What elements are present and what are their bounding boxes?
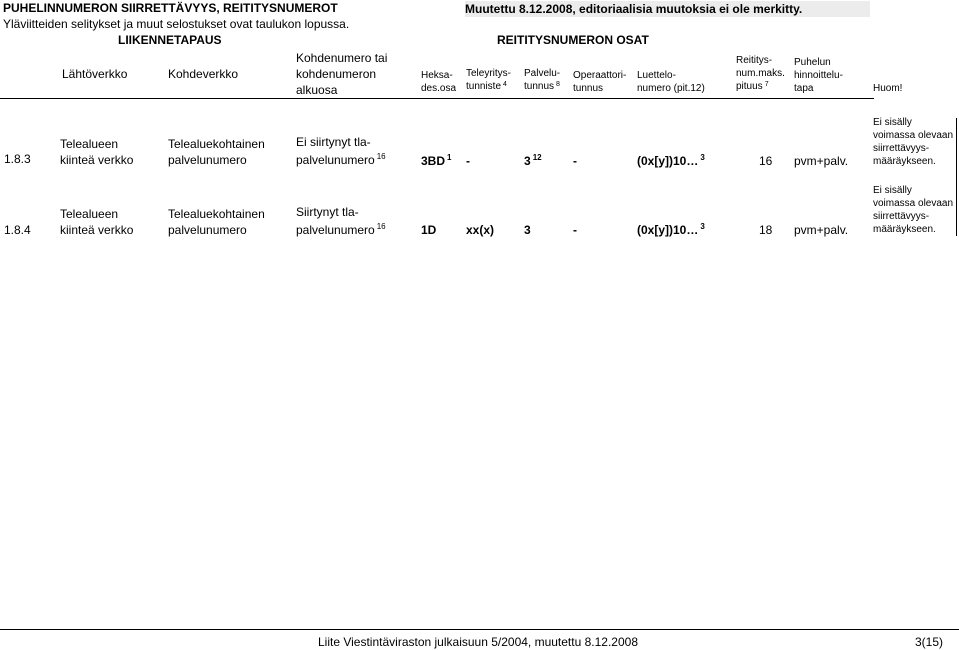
row-luettelo: (0x[y])10… $^3$	[637, 222, 705, 237]
row-lahtoverkko-line2: kiinteä verkko	[60, 223, 134, 237]
col-header-luettelo-line1: Luettelo-	[637, 70, 676, 81]
row-huom-line1: Ei sisälly	[873, 117, 912, 128]
row-heksa: 3BD $^1$	[421, 153, 452, 168]
row-lahtoverkko-line1: Telealueen	[60, 137, 119, 151]
col-header-puhelun-line2: hinnoittelu-	[794, 70, 843, 81]
row-kohdenumero-line2: palvelunumero $^{16}$	[296, 152, 386, 167]
row-kohdenumero-line1: Siirtynyt tla-	[296, 205, 359, 219]
row-kohdeverkko-line1: Telealuekohtainen	[168, 207, 265, 221]
row-huom-line4: määräykseen.	[873, 224, 936, 235]
row-kohdeverkko-line2: palvelunumero	[168, 153, 247, 167]
row-lahtoverkko-line1: Telealueen	[60, 207, 119, 221]
page-number: 3(15)	[915, 635, 944, 649]
group-header-liikennetapaus: LIIKENNETAPAUS	[118, 33, 222, 47]
row-kohdeverkko-line2: palvelunumero	[168, 223, 247, 237]
row-kohdenumero-line1: Ei siirtynyt tla-	[296, 135, 371, 149]
page-title: PUHELINNUMERON SIIRRETTÄVYYS, REITITYSNUMEROT	[3, 1, 338, 15]
col-header-puhelun-line1: Puhelun	[794, 57, 831, 68]
row-pituus: 16	[759, 154, 773, 168]
col-header-reititys-line3: pituus $^7$	[736, 81, 769, 92]
footer-text: Liite Viestintäviraston julkaisuun 5/2004, muutettu 8.12.2008	[318, 635, 638, 649]
row-huom-line4: määräykseen.	[873, 156, 936, 167]
row-huom-line3: siirrettävyys-	[873, 211, 930, 222]
col-header-teleyritys-line1: Teleyritys-	[466, 68, 512, 79]
page-subtitle: Yläviitteiden selitykset ja muut selostukset ovat taulukon lopussa.	[3, 17, 350, 31]
col-header-kohdeverkko: Kohdeverkko	[168, 67, 239, 81]
modified-note: Muutettu 8.12.2008, editoriaalisia muutoksia ei ole merkitty.	[465, 1, 870, 17]
col-header-reititys-line2: num.maks.	[736, 68, 785, 79]
col-header-reititys-line1: Reititys-	[736, 55, 773, 66]
col-header-heksa-line2: des.osa	[421, 83, 457, 94]
row-operaattori: -	[573, 223, 577, 237]
col-header-palvelu-line1: Palvelu-	[524, 68, 561, 79]
header-divider	[0, 98, 874, 99]
row-huom-line2: voimassa olevaan	[873, 130, 954, 141]
col-header-palvelu-line2: tunnus $^8$	[524, 81, 560, 92]
footer-divider	[0, 629, 959, 630]
row-kohdeverkko-line1: Telealuekohtainen	[168, 137, 265, 151]
row-id: 1.8.4	[4, 223, 31, 237]
row-heksa: 1D	[421, 223, 437, 237]
col-header-huom: Huom!	[873, 83, 903, 94]
row-hinnoittelu: pvm+palv.	[794, 223, 849, 237]
row-operaattori: -	[573, 154, 577, 168]
group-header-reititysnumeron: REITITYSNUMERON OSAT	[497, 33, 649, 47]
col-header-lahtoverkko: Lähtöverkko	[62, 67, 128, 81]
row-hinnoittelu: pvm+palv.	[794, 154, 849, 168]
col-header-puhelun-line3: tapa	[794, 83, 814, 94]
row-pituus: 18	[759, 223, 773, 237]
row-lahtoverkko-line2: kiinteä verkko	[60, 153, 134, 167]
row-id: 1.8.3	[4, 152, 31, 166]
col-header-kohdenumero-line3: alkuosa	[296, 83, 338, 97]
row-palvelu: 3 $^{12}$	[524, 153, 542, 168]
row-huom-line1: Ei sisälly	[873, 185, 912, 196]
col-header-kohdenumero-line1: Kohdenumero tai	[296, 51, 388, 65]
row-huom-line3: siirrettävyys-	[873, 143, 930, 154]
col-header-heksa-line1: Heksa-	[421, 70, 453, 81]
col-header-operaattori-line1: Operaattori-	[573, 70, 627, 81]
row-luettelo: (0x[y])10… $^3$	[637, 153, 705, 168]
table-right-border	[956, 118, 957, 236]
col-header-operaattori-line2: tunnus	[573, 83, 604, 94]
col-header-teleyritys-line2: tunniste $^4$	[466, 81, 507, 92]
row-teleyritys: -	[466, 154, 470, 168]
row-palvelu: 3	[524, 223, 531, 237]
row-kohdenumero-line2: palvelunumero $^{16}$	[296, 222, 386, 237]
row-huom-line2: voimassa olevaan	[873, 198, 954, 209]
col-header-kohdenumero-line2: kohdenumeron	[296, 67, 377, 81]
col-header-luettelo-line2: numero (pit.12)	[637, 83, 705, 94]
row-teleyritys: xx(x)	[466, 223, 495, 237]
